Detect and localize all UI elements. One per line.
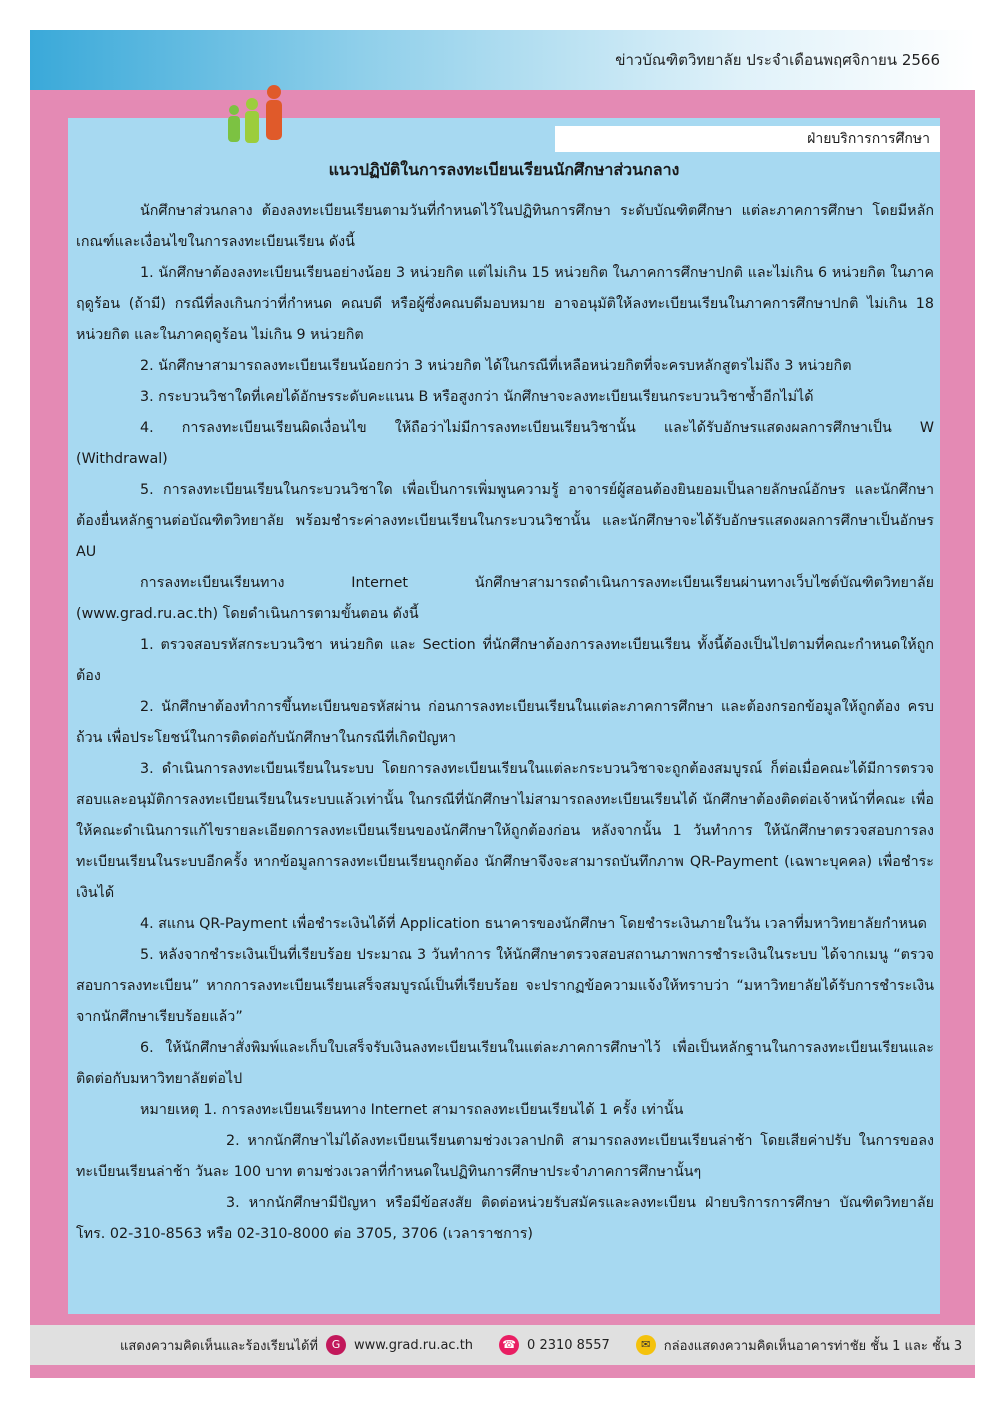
paragraph: 4. การลงทะเบียนเรียนผิดเงื่อนไข ให้ถือว่าไม่มีการลงทะเบียนเรียนวิชานั้น และได้รับอักษรแสดงผลการศึกษาเป็น W (Withdrawal) bbox=[76, 420, 934, 467]
website-icon: G bbox=[326, 1335, 346, 1355]
issue-header: ข่าวบัณฑิตวิทยาลัย ประจำเดือนพฤศจิกายน 2566 bbox=[615, 51, 940, 69]
paragraph: 1. นักศึกษาต้องลงทะเบียนเรียนอย่างน้อย 3 หน่วยกิต แต่ไม่เกิน 15 หน่วยกิต ในภาคการศึกษาปกติ และไม่เกิน 6 หน่วยกิต ในภาคฤดูร้อน (ถ้ามี) กรณีที่ลงเกินกว่าที่กำหนด คณบดี หรือผู้ซึ่งคณบดีมอบหมาย อาจอนุมัติให้ลงทะเบียนเรียนในภาคการศึกษาปกติ ไม่เกิน 18 หน่วยกิต และในภาคฤดูร้อน ไม่เกิน 9 หน่วยกิต bbox=[76, 265, 934, 343]
mailbox-icon: ✉ bbox=[636, 1335, 656, 1355]
department-label: ฝ่ายบริการการศึกษา bbox=[555, 126, 940, 152]
paragraph: 6. ให้นักศึกษาสั่งพิมพ์และเก็บใบเสร็จรับเงินลงทะเบียนเรียนในแต่ละภาคการศึกษาไว้ เพื่อเป็นหลักฐานในการลงทะเบียนเรียนและติดต่อกับมหาวิทยาลัยต่อไป bbox=[76, 1040, 934, 1087]
paragraph: 3. ดำเนินการลงทะเบียนเรียนในระบบ โดยการลงทะเบียนเรียนในแต่ละกระบวนวิชาจะถูกต้องสมบูรณ์ ก็ต่อเมื่อคณะได้มีการตรวจสอบและอนุมัติการลงทะเบียนเรียนในระบบแล้วเท่านั้น ในกรณีที่นักศึกษาไม่สามารถลงทะเบียนเรียนได้ นักศึกษาต้องติดต่อเจ้าหน้าที่คณะ เพื่อให้คณะดำเนินการแก้ไขรายละเอียดการลงทะเบียนเรียนของนักศึกษาให้ถูกต้องก่อน หลังจากนั้น 1 วันทำการ ให้นักศึกษาตรวจสอบการลงทะเบียนเรียนในระบบอีกครั้ง หากข้อมูลการลงทะเบียนเรียนถูกต้อง นักศึกษาจึงจะสามารถบันทึกภาพ QR-Payment (เฉพาะบุคคล) เพื่อชำระเงินได้ bbox=[76, 761, 934, 901]
paragraph: 5. การลงทะเบียนเรียนในกระบวนวิชาใด เพื่อเป็นการเพิ่มพูนความรู้ อาจารย์ผู้สอนต้องยินยอมเป็นลายลักษณ์อักษร และนักศึกษาต้องยื่นหลักฐานต่อบัณฑิตวิทยาลัย พร้อมชำระค่าลงทะเบียนเรียนในกระบวนวิชานั้น และนักศึกษาจะได้รับอักษรแสดงผลการศึกษาเป็นอักษร AU bbox=[76, 482, 934, 560]
content-panel bbox=[68, 118, 940, 1314]
footer-bar bbox=[30, 1325, 975, 1365]
page-title: แนวปฏิบัติในการลงทะเบียนเรียนนักศึกษาส่วนกลาง bbox=[328, 160, 680, 179]
paragraph: การลงทะเบียนเรียนทาง Internet นักศึกษาสามารถดำเนินการลงทะเบียนเรียนผ่านทางเว็บไซต์บัณฑิตวิทยาลัย (www.grad.ru.ac.th) โดยดำเนินการตามขั้นตอน ดังนี้ bbox=[76, 575, 934, 622]
article-body bbox=[76, 196, 934, 1250]
note-item: 2. หากนักศึกษาไม่ได้ลงทะเบียนเรียนตามช่วงเวลาปกติ สามารถลงทะเบียนเรียนล่าช้า โดยเสียค่าปรับ ในการขอลงทะเบียนเรียนล่าช้า วันละ 100 บาท ตามช่วงเวลาที่กำหนดในปฏิทินการศึกษาประจำภาคการศึกษานั้นๆ bbox=[76, 1133, 934, 1180]
phone-icon: ☎ bbox=[499, 1335, 519, 1355]
footer-phone: 0 2310 8557 bbox=[527, 1337, 610, 1353]
footer-box: กล่องแสดงความคิดเห็นอาคารท่าชัย ชั้น 1 และ ชั้น 3 bbox=[663, 1338, 963, 1354]
people-logo-icon bbox=[218, 82, 298, 162]
note-item: 3. หากนักศึกษามีปัญหา หรือมีข้อสงสัย ติดต่อหน่วยรับสมัครและลงทะเบียน ฝ่ายบริการการศึกษา บัณฑิตวิทยาลัย โทร. 02-310-8563 หรือ 02-310-8000 ต่อ 3705, 3706 (เวลาราชการ) bbox=[76, 1195, 934, 1242]
footer-feedback-label: แสดงความคิดเห็นและร้องเรียนได้ที่ bbox=[120, 1338, 318, 1354]
paragraph: 5. หลังจากชำระเงินเป็นที่เรียบร้อย ประมาณ 3 วันทำการ ให้นักศึกษาตรวจสอบสถานภาพการชำระเงินในระบบ ได้จากเมนู “ตรวจสอบการลงทะเบียน” หากการลงทะเบียนเรียนเสร็จสมบูรณ์เป็นที่เรียบร้อย จะปรากฏข้อความแจ้งให้ทราบว่า “มหาวิทยาลัยได้รับการชำระเงินจากนักศึกษาเรียบร้อยแล้ว” bbox=[76, 947, 934, 1025]
paragraph: 4. สแกน QR-Payment เพื่อชำระเงินได้ที่ Application ธนาคารของนักศึกษา โดยชำระเงินภายในวัน เวลาที่มหาวิทยาลัยกำหนด bbox=[140, 916, 927, 932]
paragraph: นักศึกษาส่วนกลาง ต้องลงทะเบียนเรียนตามวันที่กำหนดไว้ในปฏิทินการศึกษา ระดับบัณฑิตศึกษา แต่ละภาคการศึกษา โดยมีหลักเกณฑ์และเงื่อนไขในการลงทะเบียนเรียน ดังนี้ bbox=[76, 203, 934, 250]
paragraph: 3. กระบวนวิชาใดที่เคยได้อักษรระดับคะแนน B หรือสูงกว่า นักศึกษาจะลงทะเบียนเรียนกระบวนวิชาซ้ำอีกไม่ได้ bbox=[140, 389, 814, 405]
paragraph: 2. นักศึกษาต้องทำการขึ้นทะเบียนขอรหัสผ่าน ก่อนการลงทะเบียนเรียนในแต่ละภาคการศึกษา และต้องกรอกข้อมูลให้ถูกต้อง ครบถ้วน เพื่อประโยชน์ในการติดต่อกับนักศึกษาในกรณีที่เกิดปัญหา bbox=[76, 699, 934, 746]
paragraph: 1. ตรวจสอบรหัสกระบวนวิชา หน่วยกิต และ Section ที่นักศึกษาต้องการลงทะเบียนเรียน ทั้งนี้ต้องเป็นไปตามที่คณะกำหนดให้ถูกต้อง bbox=[76, 637, 934, 684]
footer-website-link[interactable]: www.grad.ru.ac.th bbox=[353, 1337, 474, 1353]
paragraph: หมายเหตุ 1. การลงทะเบียนเรียนทาง Internet สามารถลงทะเบียนเรียนได้ 1 ครั้ง เท่านั้น bbox=[140, 1102, 684, 1118]
paragraph: 2. นักศึกษาสามารถลงทะเบียนเรียนน้อยกว่า 3 หน่วยกิต ได้ในกรณีที่เหลือหน่วยกิตที่จะครบหลักสูตรไม่ถึง 3 หน่วยกิต bbox=[140, 358, 852, 374]
